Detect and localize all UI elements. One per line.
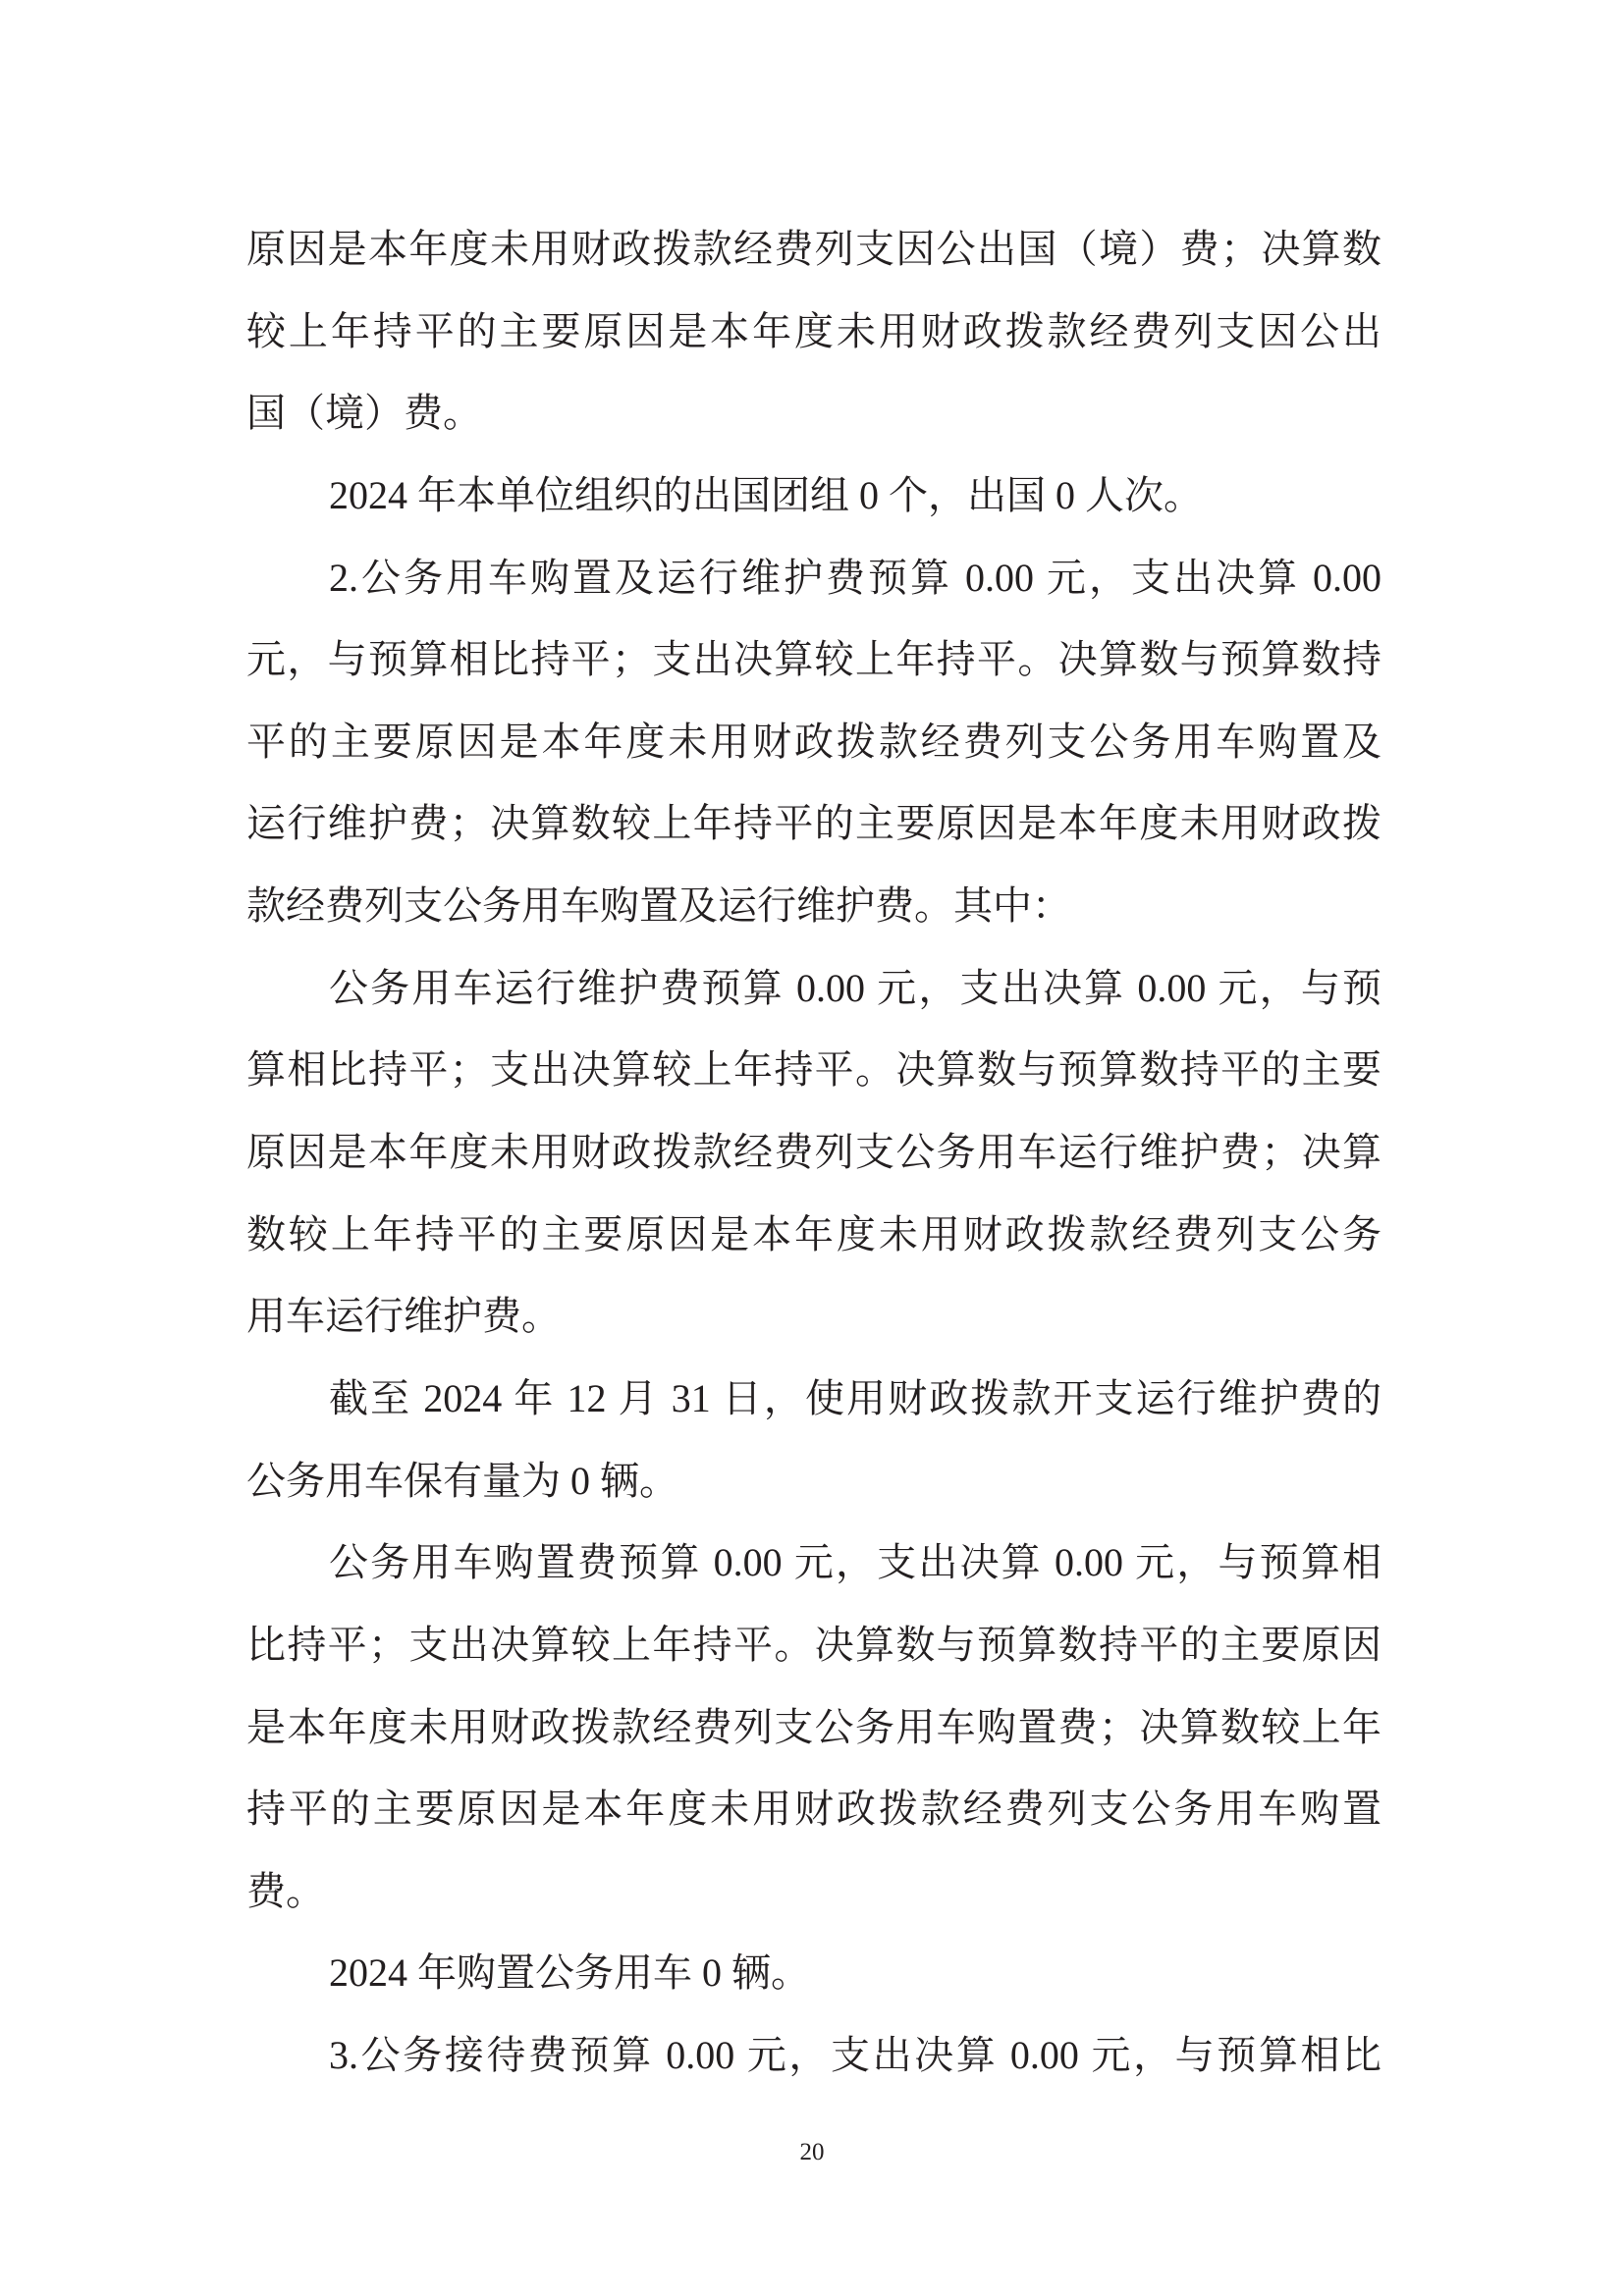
text-line: 平的主要原因是本年度未用财政拨款经费列支公务用车购置及 <box>246 719 1381 764</box>
text-line: 截至 2024 年 12 月 31 日，使用财政拨款开支运行维护费的 <box>329 1375 1381 1420</box>
text-line: 国（境）费。 <box>246 391 482 436</box>
paragraph <box>246 1522 1381 1932</box>
text-line: 数较上年持平的主要原因是本年度未用财政拨款经费列支公务 <box>246 1211 1381 1256</box>
paragraph <box>246 1932 1381 2014</box>
text-line: 较上年持平的主要原因是本年度未用财政拨款经费列支因公出 <box>246 308 1381 353</box>
text-line: 公务用车保有量为 0 辆。 <box>246 1458 678 1503</box>
text-line: 运行维护费；决算数较上年持平的主要原因是本年度未用财政拨 <box>246 801 1381 846</box>
paragraph <box>246 1358 1381 1522</box>
text-line: 原因是本年度未用财政拨款经费列支因公出国（境）费；决算数 <box>246 227 1381 271</box>
text-line: 元，与预算相比持平；支出决算较上年持平。决算数与预算数持 <box>246 637 1381 682</box>
text-line: 持平的主要原因是本年度未用财政拨款经费列支公务用车购置 <box>246 1787 1381 1832</box>
paragraph <box>246 454 1381 537</box>
paragraph <box>246 208 1381 454</box>
text-line: 比持平；支出决算较上年持平。决算数与预算数持平的主要原因 <box>246 1622 1381 1667</box>
text-line: 3.公务接待费预算 0.00 元，支出决算 0.00 元，与预算相比 <box>329 2033 1381 2078</box>
text-line: 是本年度未用财政拨款经费列支公务用车购置费；决算数较上年 <box>246 1704 1381 1749</box>
body-text <box>246 208 1381 2097</box>
text-line: 2024 年购置公务用车 0 辆。 <box>329 1950 810 1996</box>
text-line: 2.公务用车购置及运行维护费预算 0.00 元，支出决算 0.00 <box>329 555 1381 600</box>
text-line: 原因是本年度未用财政拨款经费列支公务用车运行维护费；决算 <box>246 1130 1381 1175</box>
text-line: 2024 年本单位组织的出国团组 0 个，出国 0 人次。 <box>329 472 1203 517</box>
text-line: 公务用车运行维护费预算 0.00 元，支出决算 0.00 元，与预 <box>329 965 1381 1010</box>
text-line: 算相比持平；支出决算较上年持平。决算数与预算数持平的主要 <box>246 1047 1381 1093</box>
text-line: 用车运行维护费。 <box>246 1294 561 1339</box>
text-line: 款经费列支公务用车购置及运行维护费。其中： <box>246 883 1071 929</box>
paragraph <box>246 947 1381 1358</box>
paragraph <box>246 537 1381 947</box>
text-line: 费。 <box>246 1868 325 1913</box>
page-number: 20 <box>799 2139 825 2165</box>
paragraph <box>246 2014 1381 2097</box>
text-line: 公务用车购置费预算 0.00 元，支出决算 0.00 元，与预算相 <box>329 1540 1381 1585</box>
